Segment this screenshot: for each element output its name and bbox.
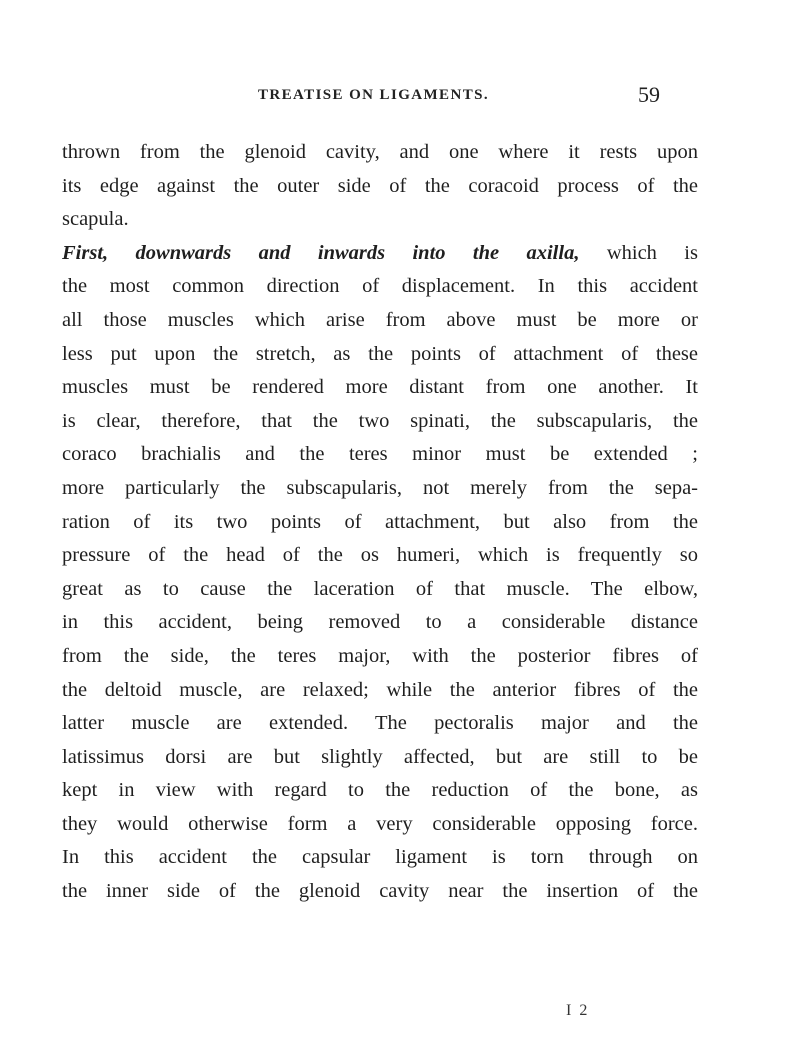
text-line: in this accident, being removed to a considerable distance (62, 611, 698, 634)
text-span: which is (579, 241, 698, 264)
text-line: the most common direction of displacement. In this accident (62, 275, 698, 298)
text-line: the inner side of the glenoid cavity near the insertion of the (62, 880, 698, 903)
text-line: In this accident the capsular ligament is torn through on (62, 846, 698, 869)
text-line: all those muscles which arise from above must be more or (62, 308, 698, 331)
text-line: the deltoid muscle, are relaxed; while the anterior fibres of the (62, 678, 698, 701)
text-line: they would otherwise form a very considerable opposing force. (62, 812, 698, 835)
text-line: pressure of the head of the os humeri, which is frequently so (62, 544, 698, 567)
page-number: 59 (638, 82, 660, 107)
text-line: is clear, therefore, that the two spinati, the subscapularis, the (62, 409, 698, 432)
text-line: latissimus dorsi are but slightly affected, but are still to be (62, 745, 698, 768)
text-line: less put upon the stretch, as the points of attachment of these (62, 342, 698, 365)
text-line: latter muscle are extended. The pectoralis major and the (62, 712, 698, 735)
text-line: kept in view with regard to the reduction of the bone, as (62, 779, 698, 802)
text-line: muscles must be rendered more distant from one another. It (62, 376, 698, 399)
text-line: coraco brachialis and the teres minor must be extended ; (62, 443, 698, 466)
signature-mark: I 2 (566, 1002, 590, 1019)
text-line-emphasis (62, 237, 698, 271)
running-head: TREATISE ON LIGAMENTS. (258, 87, 489, 103)
text-line: great as to cause the laceration of that muscle. The elbow, (62, 577, 698, 600)
text-line: more particularly the subscapularis, not merely from the sepa- (62, 476, 698, 499)
text-line: from the side, the teres major, with the posterior fibres of (62, 644, 698, 667)
text-line: its edge against the outer side of the coracoid process of the (62, 174, 698, 197)
body-text (62, 136, 698, 909)
italic-heading: First, downwards and inwards into the axilla, (62, 241, 580, 264)
text-line: thrown from the glenoid cavity, and one where it rests upon (62, 141, 698, 163)
text-line: scapula. (62, 208, 129, 231)
text-line: ration of its two points of attachment, but also from the (62, 510, 698, 533)
